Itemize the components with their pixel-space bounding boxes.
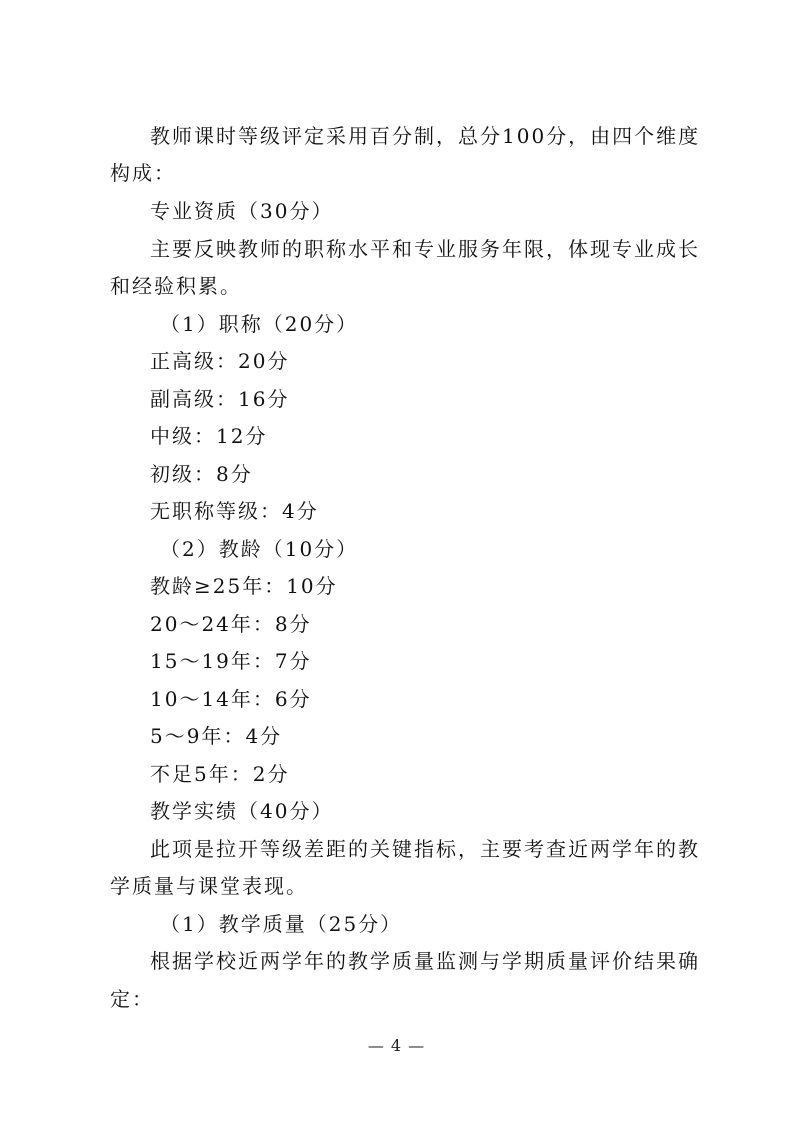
list-item-years-10-14: 10～14年：6分 [150, 687, 312, 711]
paragraph-qualification-line2: 和经验积累。 [110, 274, 242, 298]
paragraph-intro-line1: 教师课时等级评定采用百分制，总分100分，由四个维度 [150, 124, 701, 148]
subheading-title: （1）职称（20分） [160, 312, 359, 336]
list-item-years-5-9: 5～9年：4分 [150, 724, 283, 748]
page-number: — 4 — [367, 1036, 426, 1055]
list-item-title-senior: 正高级：20分 [150, 349, 290, 373]
section-heading-teaching-performance: 教学实绩（40分） [150, 799, 334, 823]
list-item-title-none: 无职称等级：4分 [150, 499, 319, 523]
list-item-title-intermediate: 中级：12分 [150, 424, 268, 448]
paragraph-performance-line2: 学质量与课堂表现。 [110, 874, 308, 898]
list-item-years-under5: 不足5年：2分 [150, 762, 290, 786]
paragraph-quality-line1: 根据学校近两学年的教学质量监测与学期质量评价结果确 [150, 949, 700, 973]
list-item-title-junior: 初级：8分 [150, 462, 253, 486]
paragraph-intro-line2: 构成： [110, 161, 176, 185]
subheading-teaching-quality: （1）教学质量（25分） [160, 912, 403, 936]
list-item-years-15-19: 15～19年：7分 [150, 649, 312, 673]
paragraph-performance-line1: 此项是拉开等级差距的关键指标，主要考查近两学年的教 [150, 837, 700, 861]
paragraph-quality-line2: 定： [110, 987, 154, 1011]
list-item-years-25plus: 教龄≥25年：10分 [150, 574, 338, 598]
subheading-teaching-years: （2）教龄（10分） [160, 537, 359, 561]
paragraph-qualification-line1: 主要反映教师的职称水平和专业服务年限，体现专业成长 [150, 237, 700, 261]
list-item-title-associate: 副高级：16分 [150, 387, 290, 411]
section-heading-professional-qualification: 专业资质（30分） [150, 199, 334, 223]
list-item-years-20-24: 20～24年：8分 [150, 612, 312, 636]
